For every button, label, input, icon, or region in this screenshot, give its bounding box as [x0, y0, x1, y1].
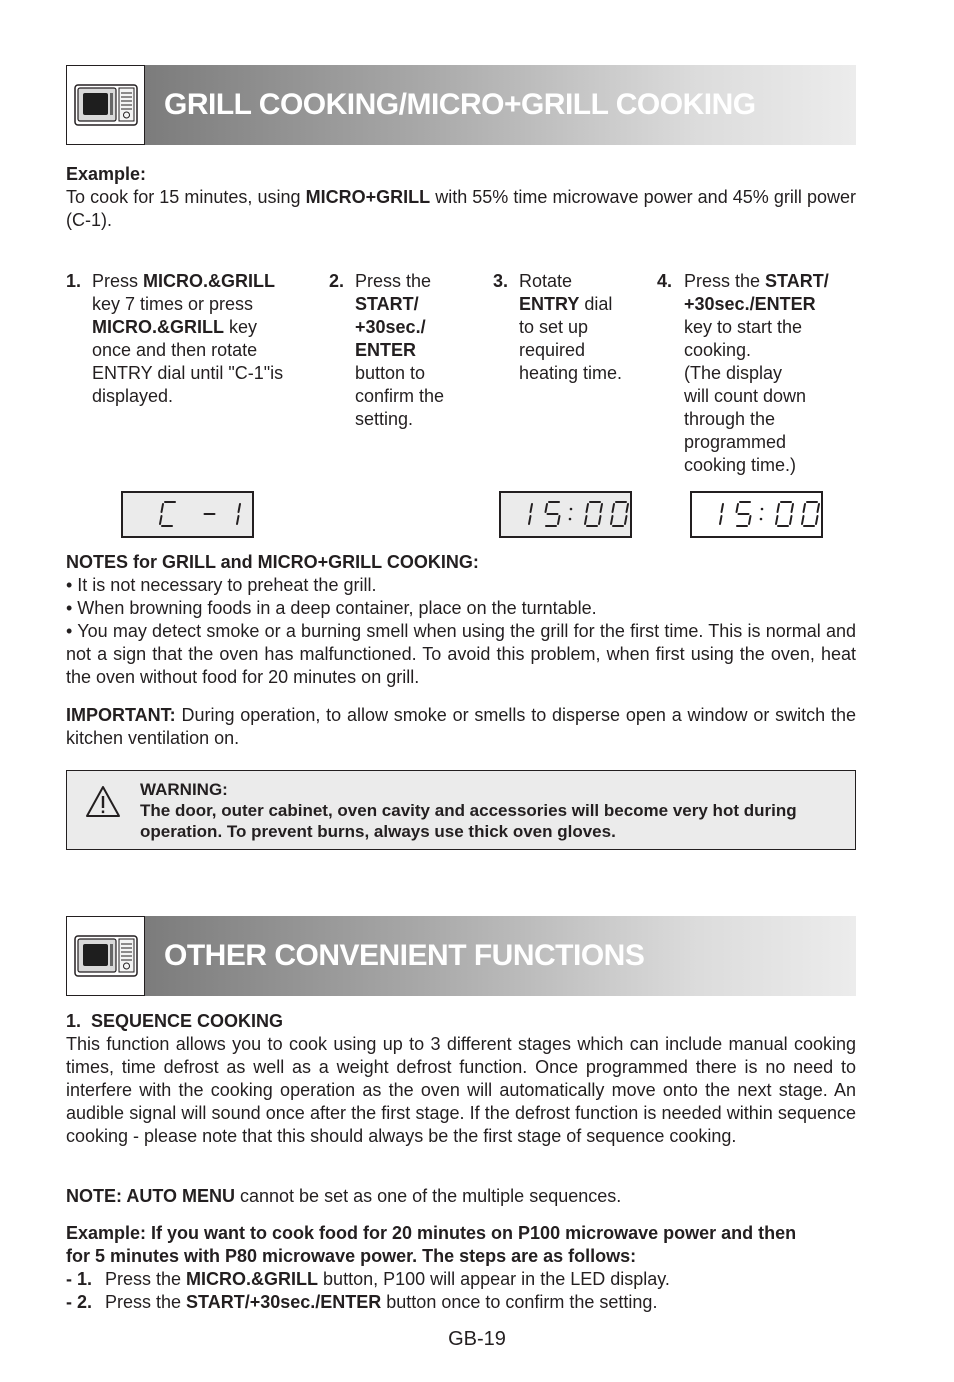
lcd-segment	[613, 504, 615, 512]
sequence-body: This function allows you to cook using up to 3 different stages which can include manual cooking times, time defrost as well as a weight defrost function. Once programmed there is no need to interfere with the cooking operation as the oven will automatically move onto the next stage. An audible signal will sound once after the first stage. If the defrost function is needed within sequence cooking - please note that this should always be the first stage of sequence cooking.	[66, 1034, 856, 1146]
step-line: programmed	[684, 432, 787, 452]
step-line: ENTRY dial	[519, 294, 613, 314]
lcd-segment	[601, 504, 603, 512]
sequence-step-2: - 2. Press the START/+30sec./ENTER button once to confirm the setting.	[66, 1292, 658, 1312]
step-line: setting.	[355, 409, 414, 429]
step-text	[355, 270, 495, 431]
lcd-segment	[162, 504, 164, 512]
warning-line: operation. To prevent burns, always use thick oven gloves.	[140, 822, 616, 841]
lcd-segment	[599, 516, 601, 524]
step-text	[519, 270, 659, 385]
step-line: heating time.	[519, 363, 623, 383]
step-line: through the	[684, 409, 776, 429]
lcd-colon-dot	[761, 508, 764, 511]
step-line: displayed.	[92, 386, 174, 406]
lcd-segment	[790, 516, 792, 524]
lcd-segment	[778, 504, 780, 512]
step-line: key 7 times or press	[92, 294, 254, 314]
section-banner-other	[66, 916, 856, 996]
lcd-segment	[818, 504, 820, 512]
lcd-segment	[792, 504, 794, 512]
step-line: cooking.	[684, 340, 752, 360]
step-line: once and then rotate	[92, 340, 258, 360]
sequence-example	[66, 1222, 856, 1314]
step-line: cooking time.)	[684, 455, 797, 475]
example-paragraph	[66, 163, 856, 232]
note-text: cannot be set as one of the multiple sequences.	[235, 1186, 622, 1206]
step-line: confirm the	[355, 386, 445, 406]
step-line: Press the START/	[684, 271, 829, 291]
page-number: GB-19	[448, 1328, 506, 1350]
lcd-segment	[558, 516, 560, 524]
step-line: (The display	[684, 363, 783, 383]
lcd-segment	[239, 504, 241, 512]
step-line: Rotate	[519, 271, 573, 291]
step-line: MICRO.&GRILL key	[92, 317, 258, 337]
sequence-cooking-section	[66, 1010, 856, 1148]
section-title: OTHER CONVENIENT FUNCTIONS	[164, 939, 645, 972]
microwave-icon	[66, 65, 145, 145]
lcd-display-time	[499, 491, 632, 538]
step-line: +30sec./	[355, 317, 426, 337]
auto-menu-note	[66, 1185, 856, 1208]
lcd-colon-dot	[569, 518, 572, 521]
lcd-segment	[529, 516, 531, 524]
lcd-segment	[737, 504, 739, 512]
lcd-display-c1	[121, 491, 254, 538]
warning-line: The door, outer cabinet, oven cavity and accessories will become very hot during	[140, 801, 797, 820]
important-paragraph	[66, 704, 856, 750]
lcd-segment	[160, 516, 162, 524]
step-number: 3.	[493, 271, 509, 291]
warning-box	[66, 770, 856, 850]
lcd-segment	[237, 516, 239, 524]
lcd-segment	[816, 516, 818, 524]
note-item: • It is not necessary to preheat the grill.	[66, 575, 377, 595]
lcd-display-countdown	[690, 491, 823, 538]
sequence-step-1: - 1. Press the MICRO.&GRILL button, P100 will appear in the LED display.	[66, 1269, 670, 1289]
lcd-segment	[776, 516, 778, 524]
microwave-icon	[66, 916, 145, 996]
example-line: for 5 minutes with P80 microwave power. The steps are as follows:	[66, 1246, 637, 1266]
section-title: GRILL COOKING/MICRO+GRILL COOKING	[164, 88, 756, 121]
lcd-segment	[625, 516, 627, 524]
lcd-segment	[720, 516, 722, 524]
lcd-colon-dot	[760, 518, 763, 521]
step-text	[92, 270, 307, 408]
notes-title: NOTES for GRILL and MICRO+GRILL COOKING:	[66, 552, 479, 572]
warning-title: WARNING:	[140, 780, 228, 799]
lcd-segment	[627, 504, 629, 512]
step-text	[684, 270, 859, 477]
step-line: Press MICRO.&GRILL	[92, 271, 276, 291]
example-text: To cook for 15 minutes, using MICRO+GRILL with 55% time microwave power and 45% grill power (C-1).	[66, 187, 857, 230]
step-line: required	[519, 340, 586, 360]
note-item: • You may detect smoke or a burning smell when using the grill for the first time. This is normal and not a sign that the oven has malfunctioned. To avoid this problem, when first using the oven, heat the oven without food for 20 minutes on grill.	[66, 621, 856, 687]
step-line: button to	[355, 363, 426, 383]
important-label: IMPORTANT:	[66, 705, 176, 725]
step-line: key to start the	[684, 317, 803, 337]
lcd-segment	[587, 504, 589, 512]
lcd-segment	[546, 504, 548, 512]
step-line: ENTER	[355, 340, 417, 360]
lcd-segment	[749, 516, 751, 524]
important-text: During operation, to allow smoke or smells to disperse open a window or switch the kitchen ventilation on.	[66, 705, 856, 748]
step-number: 1.	[66, 271, 82, 291]
notes-section	[66, 551, 856, 689]
note-item: • When browning foods in a deep container, place on the turntable.	[66, 598, 597, 618]
warning-triangle-icon	[85, 785, 121, 825]
lcd-segment	[722, 504, 724, 512]
example-label: Example:	[66, 164, 147, 184]
section-banner-grill	[66, 65, 856, 145]
lcd-segment	[802, 516, 804, 524]
step-number: 4.	[657, 271, 673, 291]
sequence-heading: 1. SEQUENCE COOKING	[66, 1011, 284, 1031]
step-line: Press the	[355, 271, 432, 291]
step-line: ENTRY dial until "C-1"is	[92, 363, 284, 383]
step-line: START/	[355, 294, 419, 314]
lcd-segment	[585, 516, 587, 524]
step-line: +30sec./ENTER	[684, 294, 816, 314]
lcd-colon-dot	[570, 508, 573, 511]
warning-text	[140, 779, 840, 842]
step-line: to set up	[519, 317, 589, 337]
step-number: 2.	[329, 271, 345, 291]
step-line: will count down	[684, 386, 807, 406]
lcd-segment	[531, 504, 533, 512]
lcd-segment	[611, 516, 613, 524]
lcd-segment	[804, 504, 806, 512]
example-line: Example: If you want to cook food for 20 minutes on P100 microwave power and then	[66, 1223, 797, 1243]
note-label: NOTE: AUTO MENU	[66, 1186, 235, 1206]
